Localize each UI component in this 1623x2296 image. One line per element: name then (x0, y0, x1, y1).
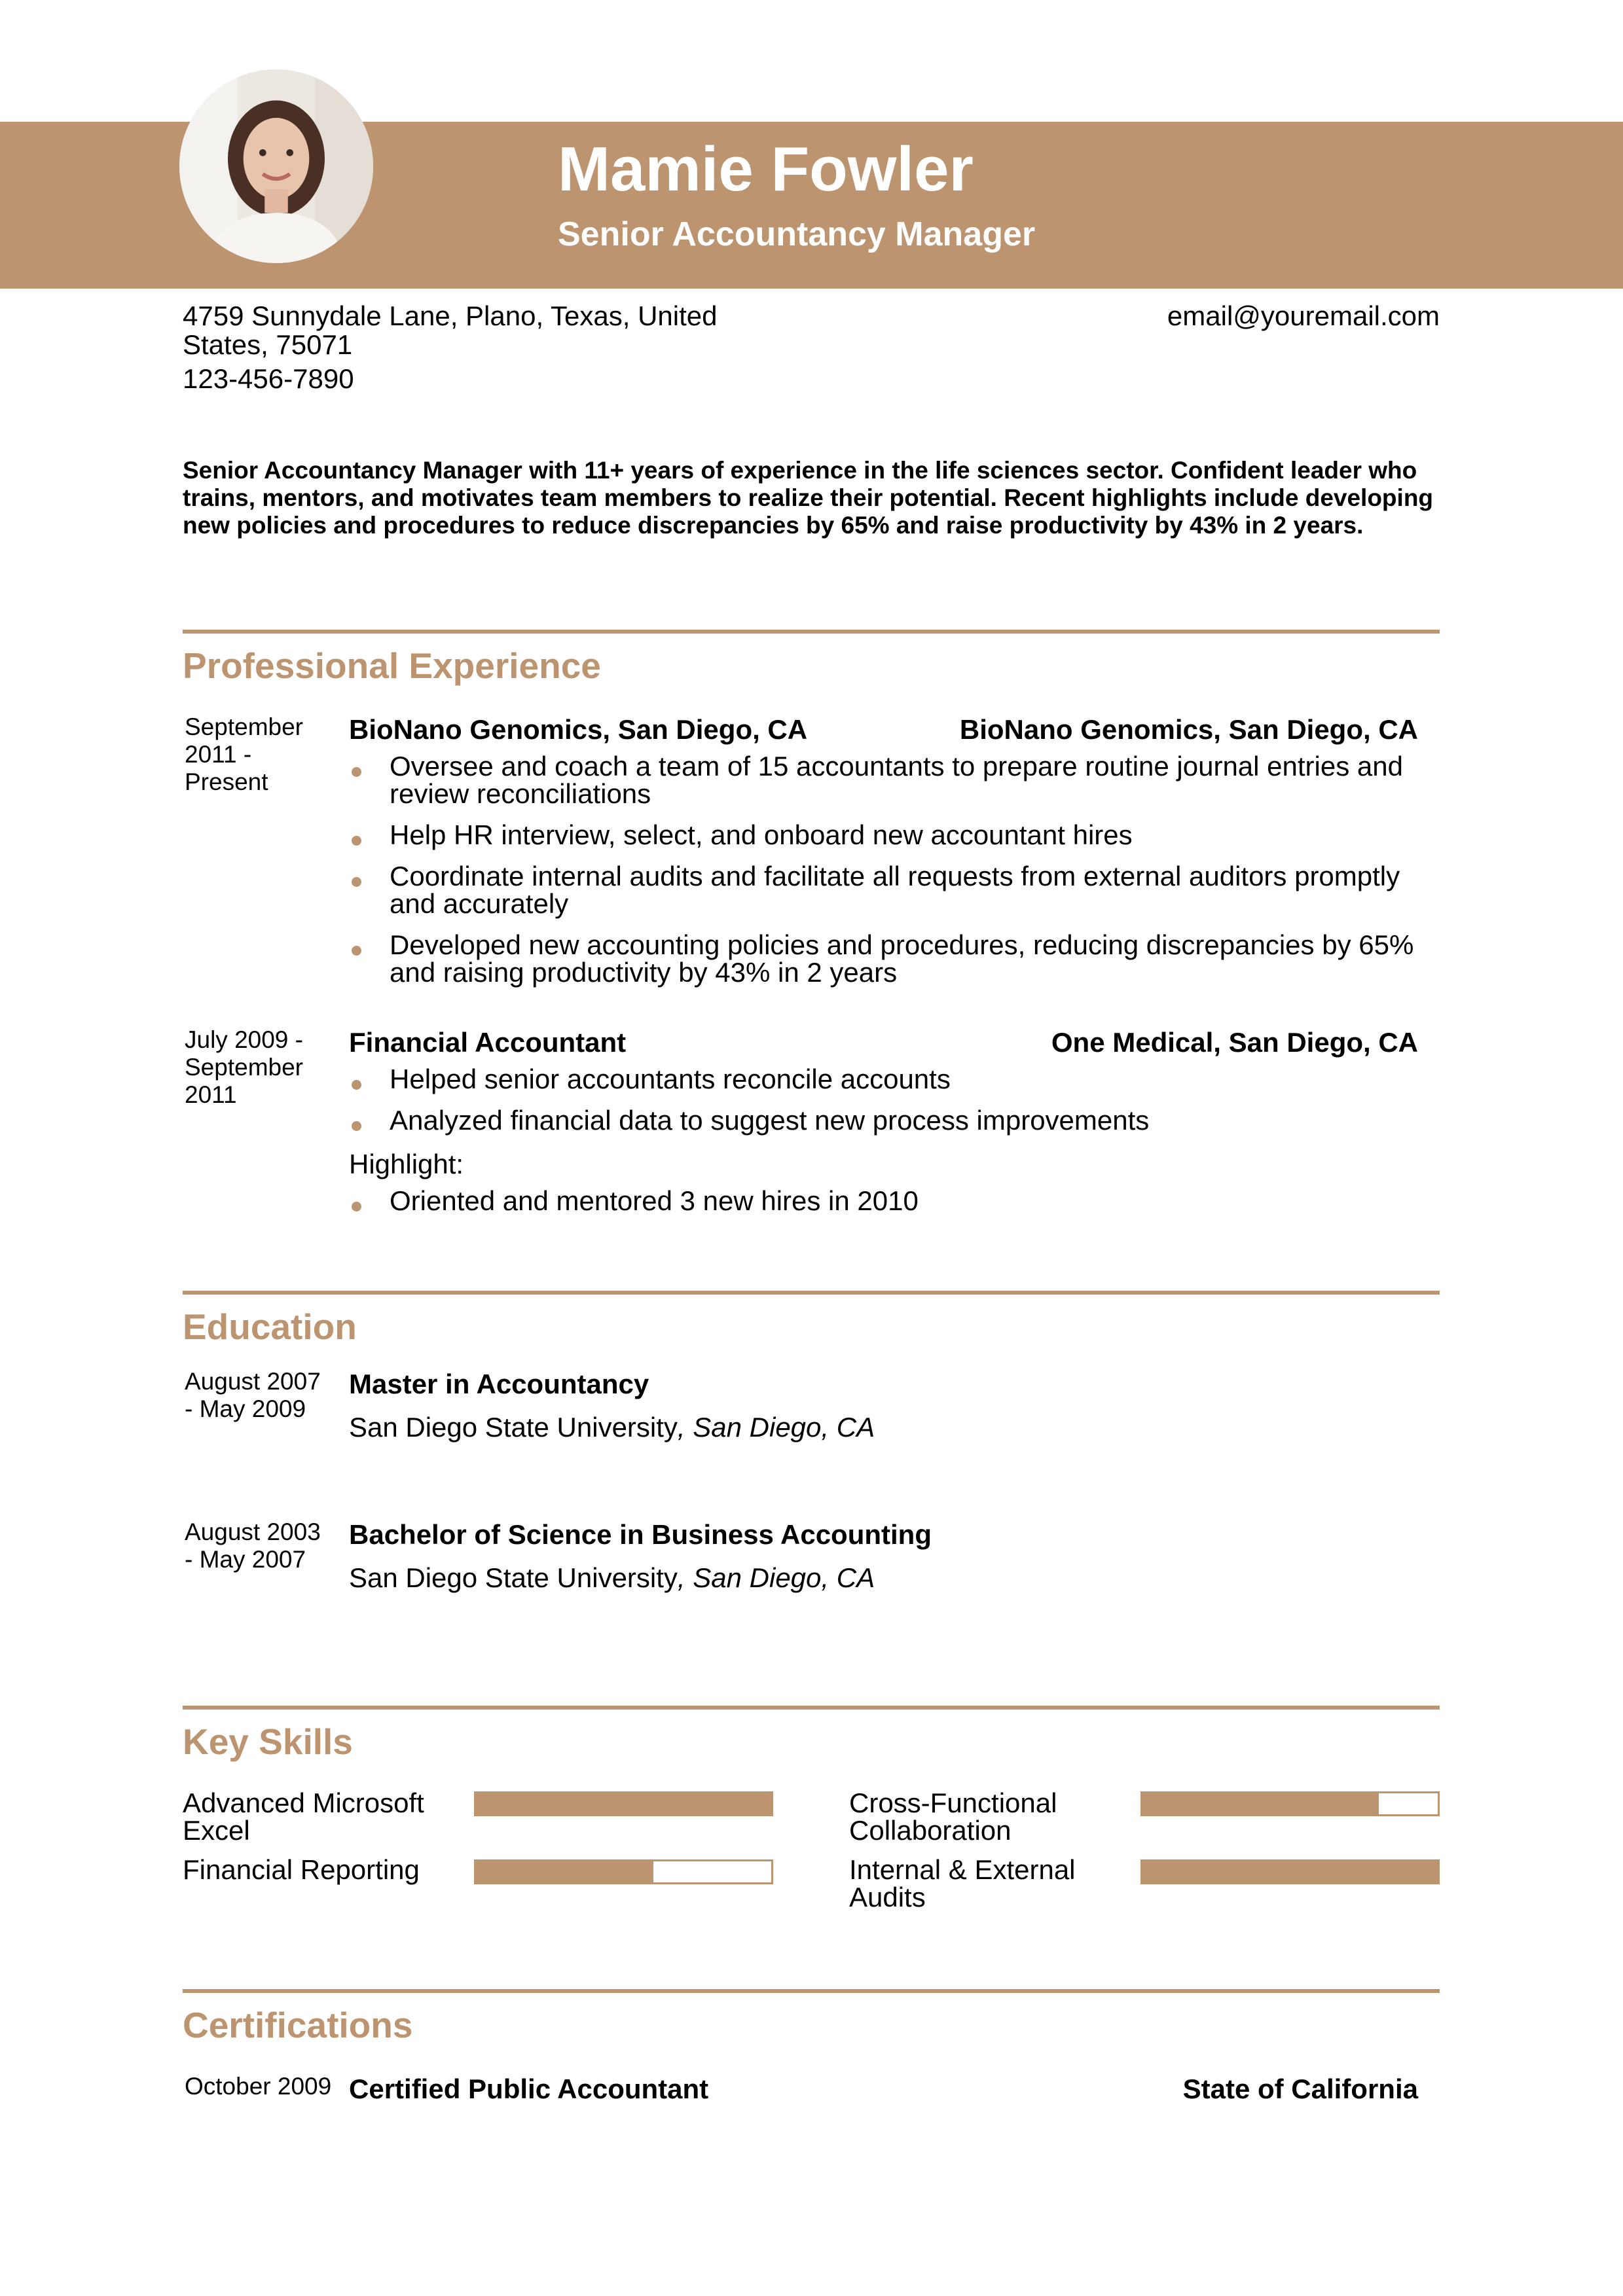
section-divider (183, 1706, 1440, 1710)
contact-email[interactable]: email@youremail.com (1167, 300, 1440, 331)
profile-summary: Senior Accountancy Manager with 11+ years of experience in the life sciences sector. Confident leader who trains, mentors, and motivates team members to realize their potential. Recent highlights include developing new policies and procedures to reduce discrepancies by 65% and raise productivity by 43% in 2 years. (183, 457, 1434, 539)
section-title: Education (183, 1306, 357, 1347)
profile-photo-icon (179, 69, 373, 263)
skill-level-fill (1142, 1861, 1438, 1882)
section-divider (183, 1291, 1440, 1295)
skill-level-fill (476, 1861, 653, 1882)
section-title: Professional Experience (183, 645, 601, 686)
section-divider (183, 630, 1440, 634)
entry-school: San Diego State University (349, 1412, 678, 1443)
entry-date: September 2011 - Present (185, 713, 303, 795)
section-title: Key Skills (183, 1721, 353, 1762)
skill-level-bar (1140, 1791, 1440, 1816)
entry-role: BioNano Genomics, San Diego, CA (349, 714, 808, 745)
bullet-item: Developed new accounting policies and procedures, reducing discrepancies by 65% and raising productivity by 43% in 2 years (349, 931, 1418, 986)
entry-date: August 2007 - May 2009 (185, 1368, 321, 1422)
contact-address: 4759 Sunnydale Lane, Plano, Texas, United States, 75071 (183, 300, 718, 360)
skill-level-bar (474, 1791, 773, 1816)
entry-date: July 2009 - September 2011 (185, 1026, 303, 1108)
experience-section (183, 630, 1440, 1216)
bullet-item: Coordinate internal audits and facilitate all requests from external auditors promptly and accurately (349, 863, 1418, 918)
entry-company: One Medical, San Diego, CA (1051, 1027, 1418, 1058)
skill-level-bar (474, 1859, 773, 1884)
bullet-item: Help HR interview, select, and onboard new accountant hires (349, 821, 1418, 849)
entry-date: October 2009 (185, 2073, 332, 2100)
skills-section (183, 1706, 1440, 1912)
skill-level-bar (1140, 1859, 1440, 1884)
skill-name: Cross-Functional Collaboration (849, 1787, 1057, 1846)
certification-name: Certified Public Accountant (349, 2073, 709, 2104)
highlight-label: Highlight: (349, 1149, 464, 1179)
skill-level-fill (1142, 1793, 1379, 1814)
entry-location: San Diego, CA (693, 1412, 875, 1443)
contact-phone: 123-456-7890 (183, 363, 354, 394)
bullet-item: Oversee and coach a team of 15 accountants to prepare routine journal entries and review reconciliations (349, 753, 1418, 808)
entry-degree: Bachelor of Science in Business Accounting (349, 1519, 932, 1550)
skill-name: Internal & External Audits (849, 1854, 1076, 1912)
bullet-item: Oriented and mentored 3 new hires in 2010 (349, 1187, 1418, 1215)
entry-company: BioNano Genomics, San Diego, CA (959, 714, 1418, 745)
section-title: Certifications (183, 2005, 413, 2045)
entry-role: Financial Accountant (349, 1027, 627, 1058)
candidate-title: Senior Accountancy Manager (558, 215, 1036, 253)
skill-name: Advanced Microsoft Excel (183, 1787, 424, 1846)
entry-location: San Diego, CA (693, 1562, 875, 1593)
certifications-section (183, 1989, 1440, 2104)
candidate-name: Mamie Fowler (558, 134, 974, 204)
certification-issuer: State of California (1182, 2073, 1418, 2104)
entry-school: San Diego State University (349, 1562, 678, 1593)
education-section: Education August 2007 - May 2009 Master in Accountancy San Diego State University, San Diego, CA August 2003 - May 2007 Bachelor of Science in Business Accounting San Diego State University, San Diego, CA (183, 1291, 1440, 1348)
entry-date: August 2003 - May 2007 (185, 1518, 321, 1573)
skill-name: Financial Reporting (183, 1854, 420, 1885)
section-divider (183, 1989, 1440, 1993)
avatar (179, 69, 373, 263)
bullet-item: Helped senior accountants reconcile accounts (349, 1066, 1418, 1093)
skill-level-fill (476, 1793, 771, 1814)
entry-degree: Master in Accountancy (349, 1369, 649, 1399)
bullet-item: Analyzed financial data to suggest new process improvements (349, 1107, 1418, 1134)
